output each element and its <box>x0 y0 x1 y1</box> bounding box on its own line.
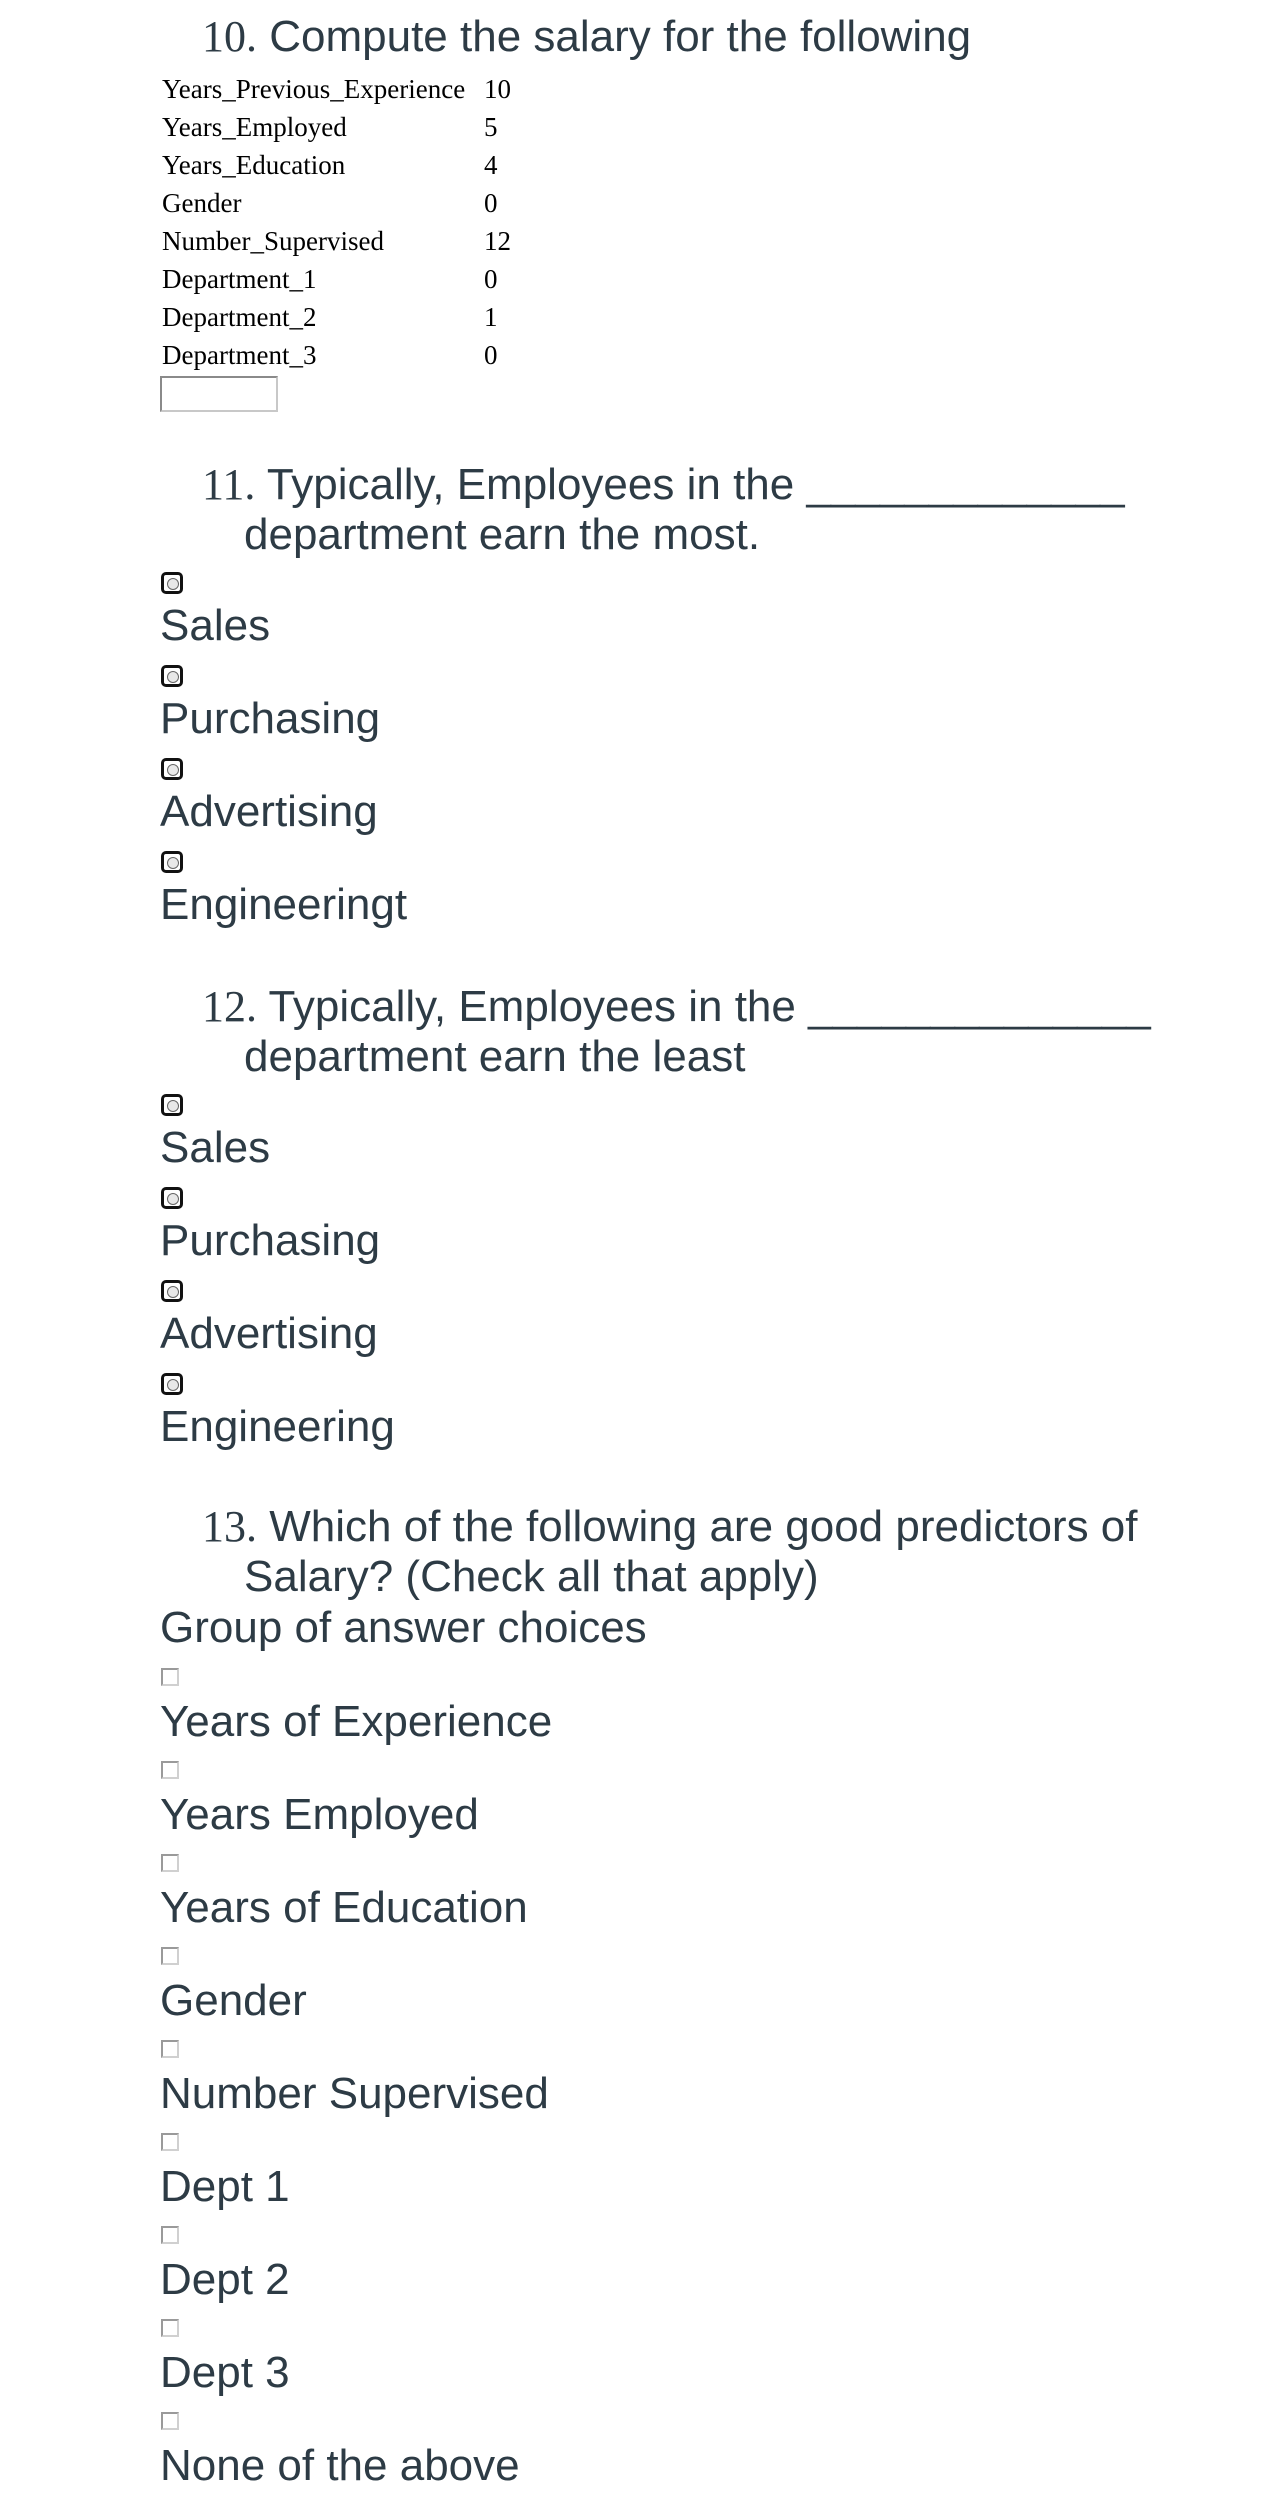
table-row <box>162 184 544 222</box>
table-key: Department_1 <box>162 263 317 294</box>
option-sales[interactable] <box>160 566 1160 659</box>
checkbox[interactable] <box>161 1668 179 1686</box>
question-number: 10. <box>202 12 257 61</box>
table-row <box>162 108 544 146</box>
question-13-title <box>202 1502 1160 1602</box>
question-10 <box>160 12 1160 412</box>
option-label[interactable]: Advertising <box>160 1309 378 1358</box>
checkbox[interactable] <box>161 1761 179 1779</box>
question-number: 13. <box>202 1502 257 1551</box>
table-key: Department_2 <box>162 301 317 332</box>
checkbox[interactable] <box>161 2412 179 2430</box>
question-11 <box>160 460 1160 938</box>
option-label[interactable]: Number Supervised <box>160 2069 549 2118</box>
table-value: 5 <box>484 111 498 142</box>
checkbox[interactable] <box>161 2319 179 2337</box>
option-label[interactable]: None of the above <box>160 2441 520 2490</box>
table-key: Years_Previous_Experience <box>162 73 466 104</box>
option-label[interactable]: Purchasing <box>160 694 381 743</box>
salary-input-table <box>162 70 544 374</box>
option-none-of-the-above[interactable] <box>160 2406 1160 2499</box>
option-dept-3[interactable] <box>160 2313 1160 2406</box>
table-row <box>162 70 544 108</box>
question-number: 12. <box>202 982 257 1031</box>
answer-options <box>160 566 1160 938</box>
option-advertising[interactable] <box>160 752 1160 845</box>
option-label[interactable]: Engineering <box>160 1402 395 1451</box>
checkbox[interactable] <box>161 2040 179 2058</box>
table-value: 1 <box>484 301 498 332</box>
table-value: 10 <box>484 73 511 104</box>
checkbox[interactable] <box>161 1947 179 1965</box>
table-key: Years_Education <box>162 149 346 180</box>
table-row <box>162 146 544 184</box>
table-row <box>162 222 544 260</box>
option-engineering[interactable] <box>160 1367 1160 1460</box>
option-dept-2[interactable] <box>160 2220 1160 2313</box>
table-value: 0 <box>484 263 498 294</box>
option-label[interactable]: Years Employed <box>160 1790 479 1839</box>
option-label[interactable]: Engineeringt <box>160 880 408 929</box>
option-label[interactable]: Purchasing <box>160 1216 381 1265</box>
option-label[interactable]: Dept 2 <box>160 2255 290 2304</box>
checkbox[interactable] <box>161 1854 179 1872</box>
option-label[interactable]: Years of Education <box>160 1883 528 1932</box>
radio-button[interactable] <box>161 665 183 687</box>
checkbox[interactable] <box>161 2133 179 2151</box>
option-gender[interactable] <box>160 1941 1160 2034</box>
radio-button[interactable] <box>161 1280 183 1302</box>
option-years-of-experience[interactable] <box>160 1662 1160 1755</box>
option-number-supervised[interactable] <box>160 2034 1160 2127</box>
table-value: 4 <box>484 149 498 180</box>
option-advertising[interactable] <box>160 1274 1160 1367</box>
radio-button[interactable] <box>161 758 183 780</box>
option-label[interactable]: Dept 3 <box>160 2348 290 2397</box>
question-text: Which of the following are good predictors of Salary? (Check all that apply) <box>244 1502 1138 1601</box>
table-key: Years_Employed <box>162 111 347 142</box>
table-key: Gender <box>162 187 242 218</box>
checkbox[interactable] <box>161 2226 179 2244</box>
table-row <box>162 336 544 374</box>
radio-button[interactable] <box>161 1373 183 1395</box>
radio-button[interactable] <box>161 572 183 594</box>
option-purchasing[interactable] <box>160 1181 1160 1274</box>
option-sales[interactable] <box>160 1088 1160 1181</box>
group-label: Group of answer choices <box>160 1603 647 1652</box>
table-row <box>162 260 544 298</box>
option-label[interactable]: Sales <box>160 601 271 650</box>
option-years-employed[interactable] <box>160 1755 1160 1848</box>
table-value: 0 <box>484 187 498 218</box>
option-label[interactable]: Sales <box>160 1123 271 1172</box>
table-value: 12 <box>484 225 511 256</box>
option-label[interactable]: Years of Experience <box>160 1697 553 1746</box>
option-label[interactable]: Advertising <box>160 787 378 836</box>
table-key: Department_3 <box>162 339 317 370</box>
table-key: Number_Supervised <box>162 225 384 256</box>
question-13 <box>160 1502 1160 2499</box>
question-12-title <box>202 982 1160 1082</box>
question-11-title <box>202 460 1160 560</box>
question-text: Typically, Employees in the _____________ department earn the most. <box>244 460 1125 559</box>
radio-button[interactable] <box>161 1094 183 1116</box>
question-12 <box>160 982 1160 1460</box>
radio-button[interactable] <box>161 1187 183 1209</box>
option-purchasing[interactable] <box>160 659 1160 752</box>
answer-options <box>160 1662 1160 2499</box>
answer-options <box>160 1088 1160 1460</box>
question-number: 11. <box>202 460 256 509</box>
question-text: Compute the salary for the following <box>269 12 972 61</box>
option-dept-1[interactable] <box>160 2127 1160 2220</box>
option-engineering[interactable] <box>160 845 1160 938</box>
table-row <box>162 298 544 336</box>
option-years-of-education[interactable] <box>160 1848 1160 1941</box>
table-value: 0 <box>484 339 498 370</box>
question-10-title <box>202 12 1160 62</box>
salary-answer-input[interactable] <box>160 376 278 412</box>
question-text: Typically, Employees in the ______________ department earn the least <box>244 982 1151 1081</box>
radio-button[interactable] <box>161 851 183 873</box>
option-label[interactable]: Gender <box>160 1976 307 2025</box>
option-label[interactable]: Dept 1 <box>160 2162 290 2211</box>
